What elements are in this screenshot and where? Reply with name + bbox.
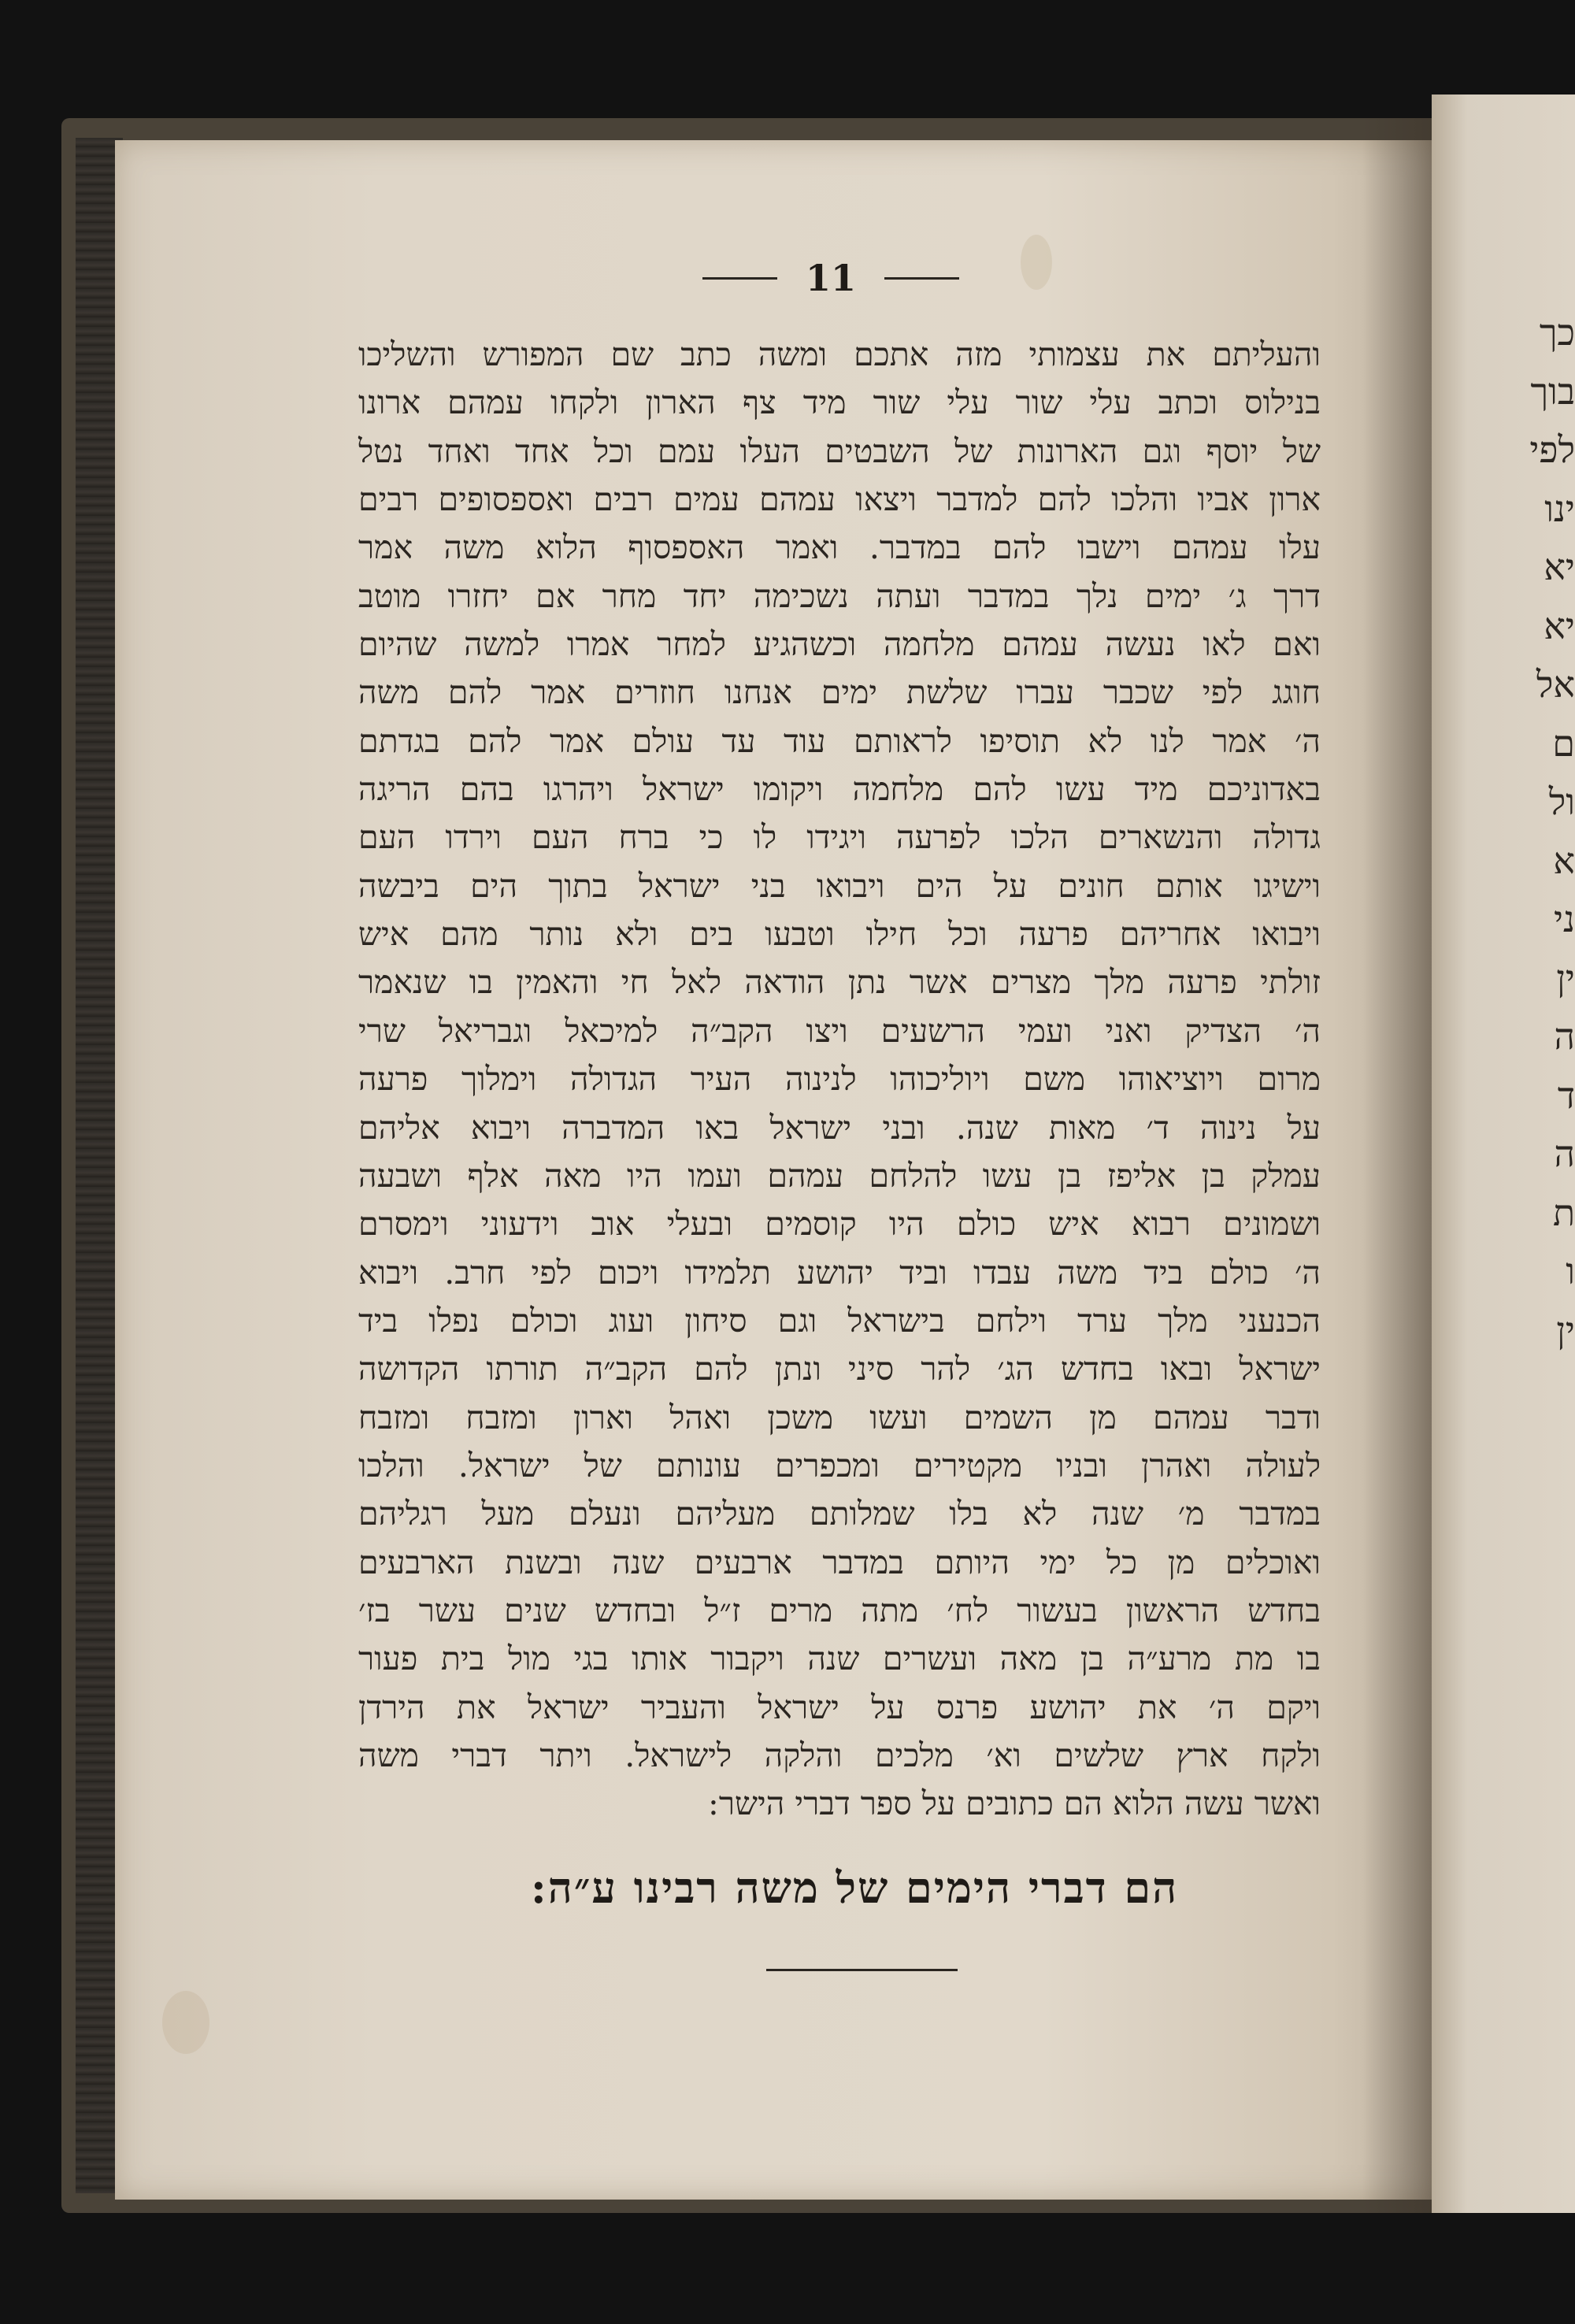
text-line: מרום ויוציאוהו משם ויוליכוהו לנינוה העיר הגדולה וימלוך פרעה <box>358 1060 1321 1099</box>
page-number: 11 <box>805 257 856 299</box>
paper-stain <box>162 1991 209 2054</box>
text-line: והעליתם את עצמותי מזה אתכם ומשה כתב שם המפורש והשליכו <box>358 335 1321 373</box>
text-line: באדוניכם מיד עשו להם מלחמה ויקומו ישראל ויהרגו בהם הריגה <box>358 770 1321 809</box>
text-line: בנילוס וכתב עלי שור עלי שור מיד צף הארון ולקחו עמהם ארונו <box>358 384 1321 422</box>
text-line: במדבר מ׳ שנה לא בלו שמלותם מעליהם ונעלם מעל רגליהם <box>358 1495 1321 1533</box>
facing-fragment: ת <box>1552 1191 1575 1234</box>
facing-fragment: ין <box>1556 1308 1575 1351</box>
body-text <box>358 331 1321 1829</box>
facing-fragment: ין <box>1556 956 1575 999</box>
text-line: ושמונים רבוא איש כולם היו קוסמים ובעלי אוב וידעוני וימסרם <box>358 1205 1321 1244</box>
facing-fragment: ול <box>1548 780 1575 823</box>
text-line: ואם לאו נעשה עמהם מלחמה וכשהגיע למחר אמרו למשה שהיום <box>358 625 1321 664</box>
text-line: וישיגו אותם חונים על הים ויבואו בני ישראל בתוך הים ביבשה <box>358 866 1321 905</box>
facing-fragment: כך <box>1539 311 1575 354</box>
facing-page-text <box>1432 303 1575 1359</box>
text-line: חוגג לפי שכבר עברו שלשת ימים אנחנו חוזרים אמר להם משה <box>358 673 1321 712</box>
facing-fragment: ינו <box>1544 487 1575 530</box>
text-line: בו מת מרע״ה בן מאה ועשרים שנה ויקבור אותו בגי מול בית פעור <box>358 1640 1321 1678</box>
page-number-header <box>685 250 976 306</box>
facing-fragment: לפי <box>1529 428 1575 471</box>
facing-fragment: ני <box>1553 898 1575 940</box>
text-line: זולתי פרעה מלך מצרים אשר נתן הודאה לאל חי והאמין בו שנאמר <box>358 963 1321 1002</box>
text-line: ולקח ארץ שלשים וא׳ מלכים והלקה לישראל. ויתר דברי משה <box>358 1736 1321 1774</box>
text-line: ויקם ה׳ את יהושע פרנס על ישראל והעביר ישראל את הירדן <box>358 1688 1321 1726</box>
rule-left <box>702 277 777 280</box>
text-line: ה׳ הצדיק ואני ועמי הרשעים ויצו הקב״ה למיכאל וגבריאל שרי <box>358 1011 1321 1050</box>
facing-fragment: ה <box>1554 1132 1575 1175</box>
text-line: עלו עמהם וישבו להם במדבר. ואמר האספסוף הלוא משה אמר <box>358 528 1321 567</box>
text-line: הכנעני מלך ערד וילחם בישראל וגם סיחון ועוג וכולם נפלו ביד <box>358 1301 1321 1340</box>
closing-rule <box>766 1969 958 1971</box>
facing-page <box>1432 95 1575 2213</box>
facing-fragment: א <box>1553 839 1575 882</box>
text-line: דרך ג׳ ימים נלך במדבר ועתה נשכימה יחד מחר אם יחזרו מוטב <box>358 576 1321 615</box>
facing-fragment: ו <box>1566 1250 1575 1292</box>
facing-fragment: ד <box>1557 1073 1575 1117</box>
text-line: ארון אביו והלכו להם למדבר ויצאו עמהם עמים רבים ואספסופים רבים <box>358 480 1321 519</box>
facing-fragment: יא <box>1544 604 1575 647</box>
text-line: ויבואו אחריהם פרעה וכל חילו וטבעו בים ולא נותר מהם איש <box>358 915 1321 954</box>
text-line: לעולה ואהרן ובניו מקטירים ומכפרים עונותם של ישראל. והלכו <box>358 1446 1321 1484</box>
text-line: ישראל ובאו בחדש הג׳ להר סיני ונתן להם הקב״ה תורתו הקדושה <box>358 1350 1321 1388</box>
closing-heading: הם דברי הימים של משה רבינו ע״ה: <box>530 1863 1179 1913</box>
page-gutter-shadow <box>1362 118 1433 2213</box>
text-line: בחדש הראשון בעשור לח׳ מתה מרים ז״ל ובחדש שנים עשר בז׳ <box>358 1591 1321 1629</box>
text-line: על נינוה ד׳ מאות שנה. ובני ישראל באו המדברה ויבוא אליהם <box>358 1108 1321 1147</box>
text-line: ואוכלים מן כל ימי היותם במדבר ארבעים שנה ובשנת הארבעים <box>358 1543 1321 1581</box>
text-line: ה׳ אמר לנו לא תוסיפו לראותם עוד עד עולם אמר להם בגדתם <box>358 721 1321 760</box>
facing-fragment: יא <box>1544 546 1575 588</box>
text-line: עמלק בן אליפז בן עשו להלחם עמהם ועמו היו מאה אלף ושבעה <box>358 1156 1321 1195</box>
text-line: ודבר עמהם מן השמים ועשו משכן ואהל וארון ומזבח ומזבח <box>358 1398 1321 1436</box>
facing-fragment: ה <box>1554 1015 1575 1058</box>
facing-fragment: אל <box>1536 663 1575 706</box>
text-line: גדולה והנשארים הלכו לפרעה ויגידו לו כי ברח העם וירדו העם <box>358 818 1321 857</box>
text-line: ה׳ כולם ביד משה עבדו וביד יהושע תלמידו ויכום לפי חרב. ויבוא <box>358 1253 1321 1292</box>
text-line: של יוסף וגם הארונות של השבטים העלו עמם וכל אחד ואחד נטל <box>358 432 1321 470</box>
paper-stain <box>1021 235 1052 290</box>
rule-right <box>884 277 959 280</box>
text-line: ואשר עשה הלוא הם כתובים על ספר דברי הישר: <box>708 1785 1321 1823</box>
facing-fragment: ם <box>1552 721 1575 765</box>
facing-fragment: בוך <box>1530 369 1575 413</box>
